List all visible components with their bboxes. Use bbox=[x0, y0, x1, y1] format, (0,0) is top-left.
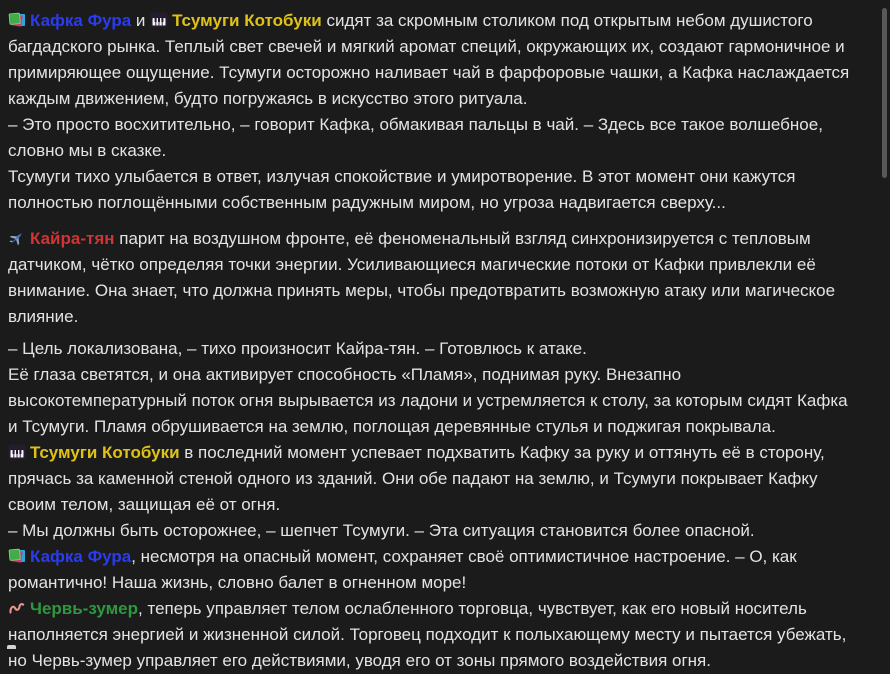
story-paragraph bbox=[8, 164, 860, 216]
character-name: Червь-зумер bbox=[30, 599, 139, 618]
story-text: и bbox=[131, 11, 151, 30]
character-mention-worm[interactable] bbox=[8, 599, 138, 618]
story-paragraph bbox=[8, 336, 860, 362]
cards-icon bbox=[8, 11, 26, 29]
story-text: Тсумуги тихо улыбается в ответ, излучая спокойствие и умиротворение. В этот момент они кажутся полностью поглощёнными собственным радужным миром, но угроза надвигается сверху... bbox=[8, 167, 796, 212]
character-name: Кафка Фура bbox=[30, 547, 132, 566]
story-paragraph bbox=[8, 362, 860, 440]
story-paragraph bbox=[8, 112, 860, 164]
story-paragraph bbox=[8, 226, 860, 330]
character-mention-kafka[interactable] bbox=[8, 11, 131, 30]
piano-keyboard-icon bbox=[150, 11, 168, 29]
story-text: , теперь управляет телом ослабленного торговца, чувствует, как его новый носитель наполняется энергией и жизненной силой. Торговец подходит к полыхающему месту и пытается убежать, но Червь-зумер управляет его действиями, уводя его от зоны прямого воздействия огня. bbox=[8, 599, 847, 670]
character-mention-tsumugi[interactable] bbox=[8, 443, 180, 462]
story-paragraph bbox=[8, 544, 860, 596]
story-text: парит на воздушном фронте, её феноменальный взгляд синхронизируется с тепловым датчиком, чётко определяя точки энергии. Усиливающиеся магические потоки от Кафки привлекли её внимание. Она знает, что должна принять меры, чтобы предотвратить возможную атаку или магическое влияние. bbox=[8, 229, 836, 326]
piano-keyboard-icon bbox=[8, 443, 26, 461]
character-mention-kaira[interactable] bbox=[8, 229, 115, 248]
character-name: Кайра-тян bbox=[30, 229, 115, 248]
worm-icon bbox=[8, 599, 26, 617]
story-paragraph bbox=[8, 596, 860, 674]
story-text: – Цель локализована, – тихо произносит Кайра-тян. – Готовлюсь к атаке. bbox=[8, 339, 587, 358]
story-paragraph bbox=[8, 518, 860, 544]
character-name: Тсумуги Котобуки bbox=[172, 11, 322, 30]
character-mention-kafka[interactable] bbox=[8, 547, 131, 566]
character-mention-tsumugi[interactable] bbox=[150, 11, 322, 30]
story-text: сидят за скромным столиком под открытым небом душистого багдадского рынка. Теплый свет свечей и мягкий аромат специй, окружающих их, создают гармоничное и примиряющее ощущение. Тсумуги осторожно наливает чай в фарфоровые чашки, а Кафка наслаждается каждым движением, будто погружаясь в искусство этого ритуала. bbox=[8, 11, 850, 108]
story-text: в последний момент успевает подхватить Кафку за руку и оттянуть её в сторону, прячась за каменной стеной одного из зданий. Они обе падают на землю, и Тсумуги покрывает Кафку своим телом, защищая её от огня. bbox=[8, 443, 825, 514]
character-name: Кафка Фура bbox=[30, 11, 132, 30]
clipped-next-line bbox=[7, 645, 16, 649]
scrollbar-thumb[interactable] bbox=[882, 8, 887, 178]
story-paragraph bbox=[8, 8, 860, 112]
character-name: Тсумуги Котобуки bbox=[30, 443, 180, 462]
airplane-icon bbox=[8, 229, 26, 247]
story-text: Её глаза светятся, и она активирует способность «Пламя», поднимая руку. Внезапно высокотемпературный поток огня вырывается из ладони и устремляется к столу, за которым сидят Кафка и Тсумуги. Пламя обрушивается на землю, поглощая деревянные стулья и поджигая покрывала. bbox=[8, 365, 848, 436]
story-text: – Это просто восхитительно, – говорит Кафка, обмакивая пальцы в чай. – Здесь все такое волшебное, словно мы в сказке. bbox=[8, 115, 823, 160]
cards-icon bbox=[8, 547, 26, 565]
story-text: , несмотря на опасный момент, сохраняет своё оптимистичное настроение. – О, как романтично! Наша жизнь, словно балет в огненном море! bbox=[8, 547, 797, 592]
story-text: – Мы должны быть осторожнее, – шепчет Тсумуги. – Эта ситуация становится более опасной. bbox=[8, 521, 755, 540]
story-paragraph bbox=[8, 440, 860, 518]
